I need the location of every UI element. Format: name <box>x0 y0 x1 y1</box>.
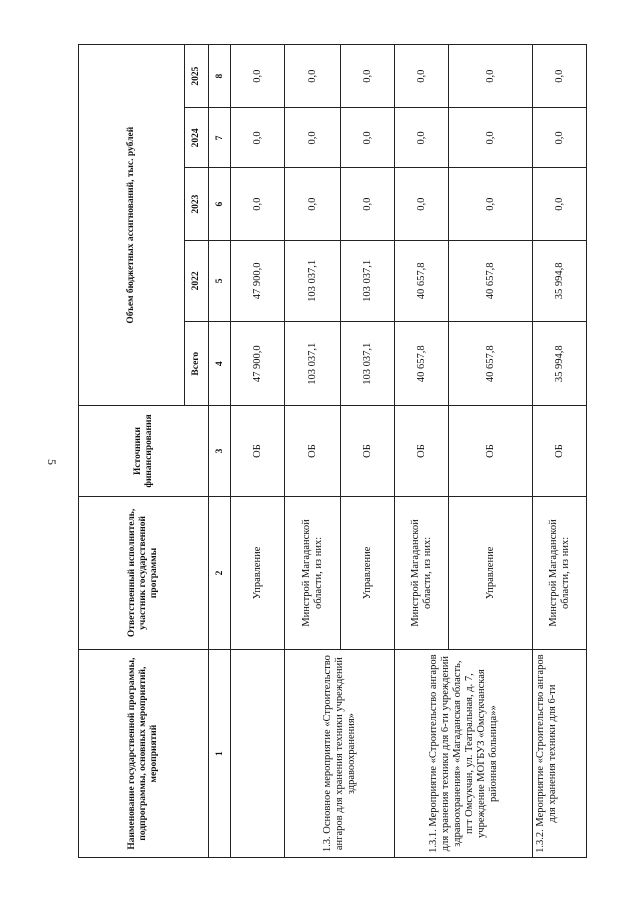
row-total: 40 657,8 <box>449 322 533 406</box>
budget-table <box>78 44 587 858</box>
row-source: ОБ <box>533 406 587 496</box>
row-name: 1.3.2. Мероприятие «Строительство ангаров для хранения техники для 6-ти <box>533 650 587 858</box>
row-source: ОБ <box>231 406 285 496</box>
header-name: Наименование государственной программы, подпрограммы, основных мероприятий, мероприятий <box>79 650 209 858</box>
row-executor: Управление <box>231 496 285 650</box>
row-2023: 0,0 <box>395 168 449 240</box>
row-2025: 0,0 <box>231 45 285 108</box>
row-2023: 0,0 <box>533 168 587 240</box>
row-executor: Управление <box>341 496 395 650</box>
header-2023: 2023 <box>185 168 209 240</box>
col-number-5: 5 <box>209 240 231 321</box>
table-row <box>533 45 587 858</box>
row-name <box>231 650 285 858</box>
row-2025: 0,0 <box>341 45 395 108</box>
col-number-3: 3 <box>209 406 231 496</box>
rotated-table-container <box>78 44 586 858</box>
header-total: Всего <box>185 322 209 406</box>
row-2024: 0,0 <box>231 108 285 168</box>
row-source: ОБ <box>395 406 449 496</box>
row-name: 1.3. Основное мероприятие «Строительство ангаров для хранения техники учреждений здравоохранения» <box>285 650 395 858</box>
row-2024: 0,0 <box>533 108 587 168</box>
row-2023: 0,0 <box>449 168 533 240</box>
row-total: 103 037,1 <box>341 322 395 406</box>
row-2022: 47 900,0 <box>231 240 285 321</box>
row-2025: 0,0 <box>449 45 533 108</box>
row-2024: 0,0 <box>285 108 341 168</box>
row-2025: 0,0 <box>285 45 341 108</box>
row-name: 1.3.1. Мероприятие «Строительство ангаров для хранения техники для 6-ти учреждений здравоохранения» «Магаданская область, пгт Омсукчан, ул. Театральная, д. 7, учреждение МОГБУЗ «Омсукчанская районная больница»» <box>395 650 533 858</box>
header-2025: 2025 <box>185 45 209 108</box>
row-total: 40 657,8 <box>395 322 449 406</box>
col-number-4: 4 <box>209 322 231 406</box>
row-2022: 103 037,1 <box>341 240 395 321</box>
col-number-7: 7 <box>209 108 231 168</box>
header-row-1 <box>79 45 185 858</box>
table-row <box>285 45 341 858</box>
header-volume: Объем бюджетных ассигнований, тыс. рублей <box>79 45 185 406</box>
header-executor: Ответственный исполнитель, участник государственной программы <box>79 496 209 650</box>
row-source: ОБ <box>341 406 395 496</box>
row-executor: Минстрой Магаданской области, из них: <box>533 496 587 650</box>
table-row <box>395 45 449 858</box>
row-source: ОБ <box>285 406 341 496</box>
row-total: 35 994,8 <box>533 322 587 406</box>
row-2022: 40 657,8 <box>395 240 449 321</box>
row-2022: 35 994,8 <box>533 240 587 321</box>
row-executor: Управление <box>449 496 533 650</box>
header-source: Источники финансирования <box>79 406 209 496</box>
row-executor: Минстрой Магаданской области, из них: <box>395 496 449 650</box>
row-2025: 0,0 <box>533 45 587 108</box>
col-number-6: 6 <box>209 168 231 240</box>
col-number-8: 8 <box>209 45 231 108</box>
row-2024: 0,0 <box>341 108 395 168</box>
row-2023: 0,0 <box>341 168 395 240</box>
row-executor: Минстрой Магаданской области, из них: <box>285 496 341 650</box>
row-2025: 0,0 <box>395 45 449 108</box>
row-2023: 0,0 <box>285 168 341 240</box>
row-source: ОБ <box>449 406 533 496</box>
header-2022: 2022 <box>185 240 209 321</box>
row-2024: 0,0 <box>449 108 533 168</box>
table-row <box>231 45 285 858</box>
row-total: 103 037,1 <box>285 322 341 406</box>
row-2022: 40 657,8 <box>449 240 533 321</box>
header-2024: 2024 <box>185 108 209 168</box>
col-number-2: 2 <box>209 496 231 650</box>
numbers-row <box>209 45 231 858</box>
row-2024: 0,0 <box>395 108 449 168</box>
row-total: 47 900,0 <box>231 322 285 406</box>
col-number-1: 1 <box>209 650 231 858</box>
row-2023: 0,0 <box>231 168 285 240</box>
row-2022: 103 037,1 <box>285 240 341 321</box>
page-number: 5 <box>45 459 59 465</box>
